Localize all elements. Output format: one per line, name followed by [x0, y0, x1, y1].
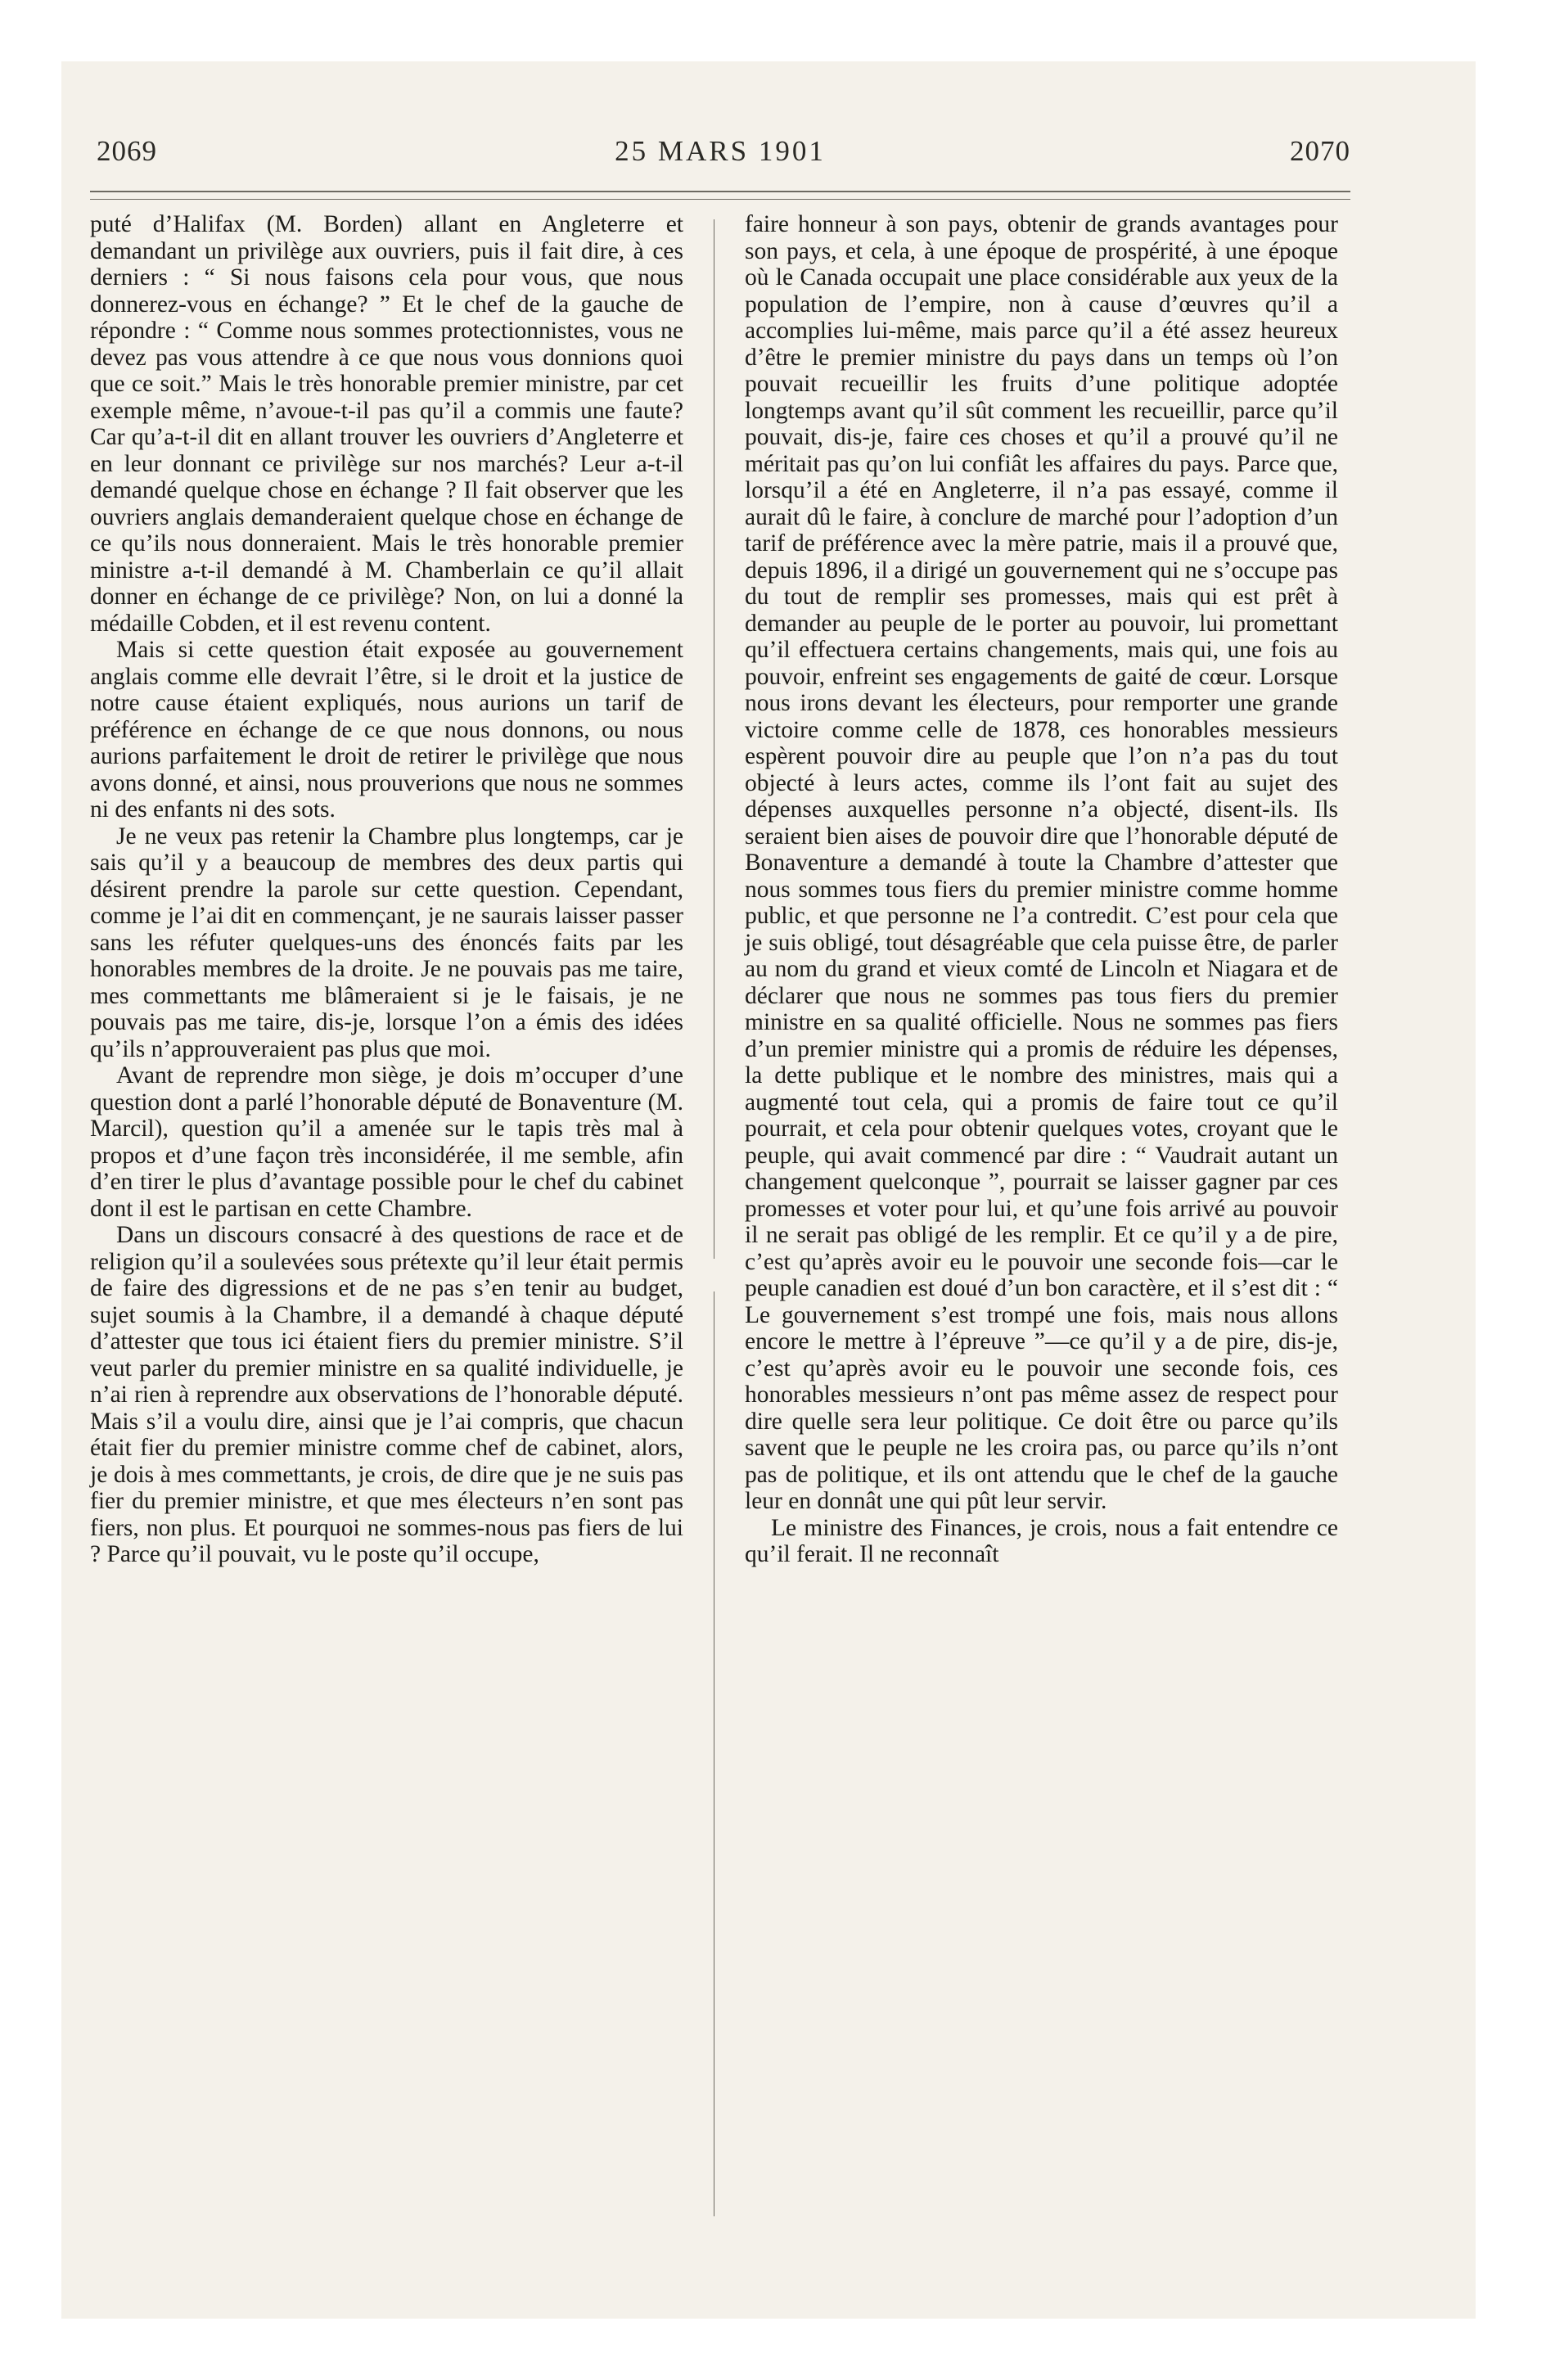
left-paragraph-5: Dans un discours consacré à des questions de race et de religion qu’il a soulevées sous prétexte qu’il leur était permis de faire des digressions et de ne pas s’en tenir au budget, sujet soumis à la Chambre, il a demandé à chaque député d’attester que tous ici étaient fiers du premier ministre. S’il veut parler du premier ministre en sa qualité individuelle, je n’ai rien à reprendre aux observations de l’honorable député. Mais s’il a voulu dire, ainsi que je l’ai compris, que chacun était fier du premier ministre comme chef de cabinet, alors, je dois à mes commettants, je crois, de dire que je ne suis pas fier du premier ministre, et que mes électeurs n’en sont pas fiers, non plus. Et pourquoi ne sommes-nous pas fiers de lui ? Parce qu’il pouvait, vu le poste qu’il occupe,	[90, 1222, 683, 1567]
right-paragraph-1: faire honneur à son pays, obtenir de grands avantages pour son pays, et cela, à une époque de prospérité, à une époque où le Canada occupait une place considérable aux yeux de la population de l’empire, non à cause d’œuvres qu’il a accomplies lui-même, mais parce qu’il a été assez heureux d’être le premier ministre du pays dans un temps où l’on pouvait recueillir les fruits d’une politique adoptée longtemps avant qu’il sût comment les recueillir, parce qu’il pouvait, dis-je, faire ces choses et qu’il a prouvé qu’il ne méritait pas qu’on lui confiât les affaires du pays. Parce que, lorsqu’il a été en Angleterre, il n’a pas essayé, comme il aurait dû le faire, à conclure de marché pour l’adoption d’un tarif de préférence avec la mère patrie, mais il a prouvé que, depuis 1896, il a dirigé un gouvernement qui ne s’occupe pas du tout de remplir ses promesses, mais qui est prêt à demander au peuple de le porter au pouvoir, lui promettant qu’il effectuera certains changements, mais qui, une fois au pouvoir, enfreint ses engagements de gaité de cœur. Lorsque nous irons devant les électeurs, pour remporter une grande victoire comme celle de 1878, ces honorables messieurs espèrent pouvoir dire au peuple que l’on n’a pas du tout objecté à leurs actes, comme ils l’ont fait au sujet des dépenses auxquelles personne n’a objecté, disent-ils. Ils seraient bien aises de pouvoir dire que l’honorable député de Bonaventure a demandé à toute la Chambre d’attester que nous sommes tous fiers du premier ministre comme homme public, et que personne ne l’a contredit. C’est pour cela que je suis obligé, tout désagréable que cela puisse être, de parler au nom du grand et vieux comté de Lincoln et Niagara et de déclarer que nous ne sommes pas tous fiers du premier ministre en sa qualité officielle. Nous ne sommes pas fiers d’un premier ministre qui a promis de réduire les dépenses, la dette publique et le nombre des ministres, mais qui a augmenté tout cela, qui a promis de faire tout ce qu’il pourrait, et cela pour obtenir quelques votes, croyant que le peuple, qui avait commencé par dire : “ Vaudrait autant un changement quelconque ”, pourrait se laisser gagner par ces promesses et voter pour lui, et qu’une fois arrivé au pouvoir il ne serait pas obligé de les remplir. Et ce qu’il y a de pire, c’est qu’après avoir eu le pouvoir une seconde fois—car le peuple canadien est doué d’un bon caractère, et il s’est dit : “ Le gouvernement s’est trompé une fois, mais nous allons encore le mettre à l’épreuve ”—ce qu’il y a de pire, dis-je, c’est qu’après avoir eu le pouvoir une seconde fois, ces honorables messieurs n’ont pas même assez de respect pour dire quelle sera leur politique. Ce doit être ou parce qu’ils savent que le peuple ne les croira pas, ou parce qu’ils n’ont pas de politique, et ils ont attendu que le chef de la gauche leur en donnât une qui pût leur servir.	[745, 211, 1338, 1514]
left-paragraph-2: Mais si cette question était exposée au gouvernement anglais comme elle devrait l’être, si le droit et la justice de notre cause étaient expliqués, nous aurions un tarif de préférence en échange de ce que nous donnons, ou nous aurions parfaitement le droit de retirer le privilège que nous avons donné, et ainsi, nous prouverions que nous ne sommes ni des enfants ni des sots.	[90, 637, 683, 823]
page-header	[90, 127, 1350, 176]
hansard-page	[90, 127, 1350, 2255]
right-column	[745, 211, 1338, 1568]
header-rule	[90, 191, 1350, 200]
left-paragraph-1: puté d’Halifax (M. Borden) allant en Angleterre et demandant un privilège aux ouvriers, puis il fait dire, à ces derniers : “ Si nous faisons cela pour vous, que nous donnerez-vous en échange? ” Et le chef de la gauche de répondre : “ Comme nous sommes protectionnistes, vous ne devez pas vous attendre à ce que nous vous donnions quoi que ce soit.” Mais le très honorable premier ministre, par cet exemple même, n’avoue-t-il pas qu’il a commis une faute? Car qu’a-t-il dit en allant trouver les ouvriers d’Angleterre et en leur donnant ce privilège sur nos marchés? Leur a-t-il demandé quelque chose en échange ? Il fait observer que les ouvriers anglais demanderaient quelque chose en échange de ce qu’ils nous donneraient. Mais le très honorable premier ministre a-t-il demandé à M. Chamberlain ce qu’il allait donner en échange de ce privilège? Non, on lui a donné la médaille Cobden, et il est revenu content.	[90, 211, 683, 637]
left-paragraph-4: Avant de reprendre mon siège, je dois m’occuper d’une question dont a parlé l’honorable député de Bonaventure (M. Marcil), question qu’il a amenée sur le tapis très mal à propos et d’une façon très inconsidérée, il me semble, afin d’en tirer le plus d’avantage possible pour le chef du cabinet dont il est le partisan en cette Chambre.	[90, 1062, 683, 1222]
header-date: 25 MARS 1901	[615, 135, 826, 167]
left-column	[90, 211, 683, 1568]
page-number-right: 2070	[1290, 135, 1350, 167]
text-columns	[90, 211, 1350, 2192]
left-paragraph-3: Je ne veux pas retenir la Chambre plus longtemps, car je sais qu’il y a beaucoup de membres des deux partis qui désirent prendre la parole sur cette question. Cependant, comme je l’ai dit en commençant, je ne saurais laisser passer sans les réfuter quelques-uns des énoncés faits par les honorables membres de la droite. Je ne pouvais pas me taire, mes commettants me blâmeraient si je le faisais, je ne pouvais pas me taire, dis-je, lorsque l’on a émis des idées qu’ils n’approuveraient pas plus que moi.	[90, 823, 683, 1062]
page-number-left: 2069	[97, 135, 157, 167]
right-paragraph-2: Le ministre des Finances, je crois, nous a fait entendre ce qu’il ferait. Il ne reconnaît	[745, 1514, 1338, 1567]
